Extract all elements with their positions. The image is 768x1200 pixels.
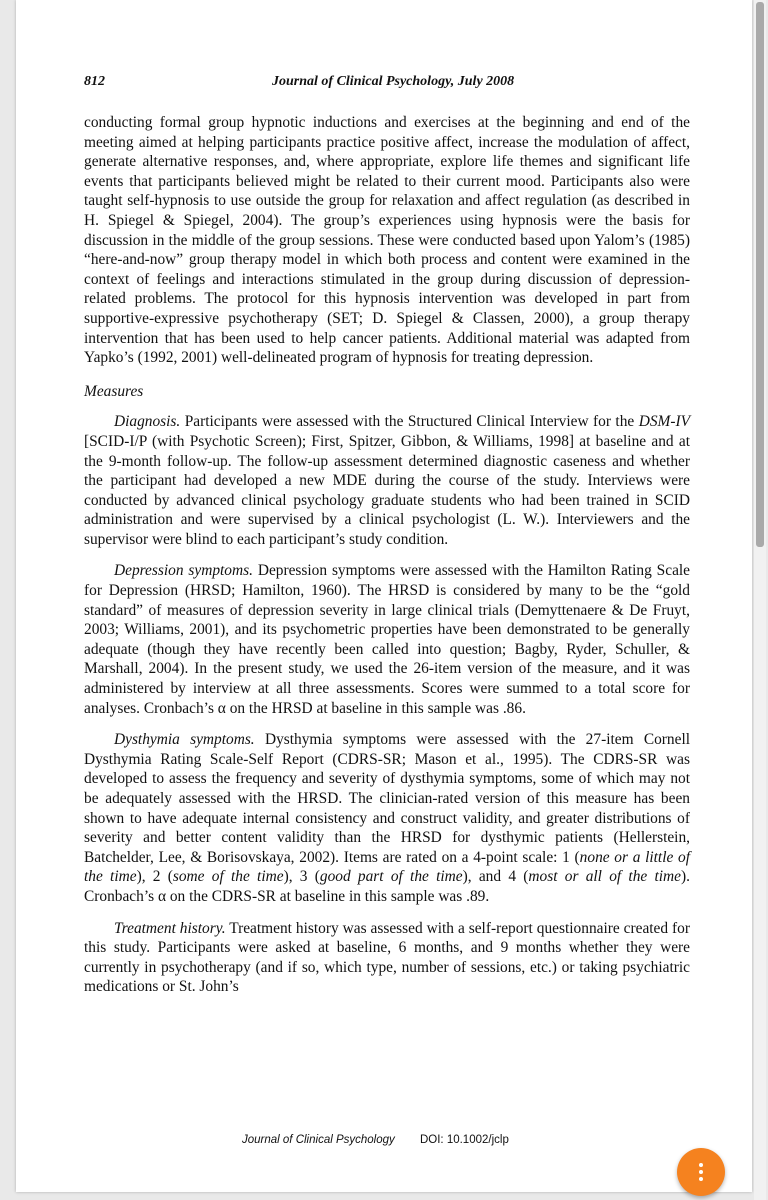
footer-journal: Journal of Clinical Psychology (242, 1134, 395, 1146)
page-header (84, 74, 694, 94)
dysthymia-text-a: Dysthymia symptoms were assessed with the 27-item Cornell Dysthymia Rating Scale-Self Report (CDRS-SR; Mason et al., 1995). The CDRS-SR was developed to assess the frequency and severity of dysthymia symptoms, some of which may not be adequately assessed with the HRSD. The clinician-rated version of this measure has been shown to have adequate internal consistency and construct validity, and greater distributions of severity and better content validity than the HRSD for dysthymic patients (Hellerstein, Batchelder, Lee, & Borisovskaya, 2002). Items are rated on a 4-point scale: 1 ( (84, 731, 691, 866)
section-heading-measures: Measures (84, 382, 144, 400)
running-title: Journal of Clinical Psychology, July 2008 (272, 74, 515, 89)
dysthymia-text-b: ), 2 ( (136, 868, 173, 886)
scale-label-3: good part of the time (319, 868, 463, 886)
paragraph-depression (84, 561, 690, 718)
scrollbar-thumb[interactable] (756, 2, 764, 547)
footer-doi: DOI: 10.1002/jclp (419, 1134, 509, 1146)
paragraph-dysthymia (84, 730, 690, 906)
diagnosis-text-a: Participants were assessed with the Structured Clinical Interview for the (180, 413, 639, 431)
article-body (84, 113, 690, 997)
more-vertical-icon (699, 1163, 703, 1181)
paragraph-treatment (84, 919, 690, 997)
more-options-button[interactable] (677, 1148, 725, 1196)
subheading-depression: Depression symptoms. (114, 562, 253, 580)
scale-label-4: most or all of the time (528, 868, 681, 886)
page-footer (242, 1134, 509, 1146)
subheading-treatment: Treatment history. (114, 919, 226, 937)
scale-label-1: none or a little of the time (84, 848, 690, 886)
intro-paragraph: conducting formal group hypnotic inductions and exercises at the beginning and end of the meeting aimed at helping participants practice positive affect, increase the modulation of affect, generate alternative responses, and, where appropriate, explore life themes and significant life events that participants believed might be related to their current mood. Participants also were taught self-hypnosis to use outside the group for relaxation and affect regulation (as described in H. Spiegel & Spiegel, 2004). The group’s experiences using hypnosis were the basis for discussion in the middle of the group sessions. These were conducted based upon Yalom’s (1985) “here-and-now” group therapy model in which both process and content were examined in the context of feelings and interactions stimulated in the group during discussion of depression-related problems. The protocol for this hypnosis intervention was developed in part from supportive-expressive psychotherapy (SET; D. Spiegel & Classen, 2000), a group therapy intervention that has been used to help cancer patients. Additional material was adapted from Yapko’s (1992, 2001) well-delineated program of hypnosis for treating depression. (84, 114, 690, 367)
paragraph-diagnosis (84, 412, 690, 549)
treatment-text: Treatment history was assessed with a self-report questionnaire created for this study. Participants were asked at baseline, 6 months, and 9 months whether they were currently in psychotherapy (and if so, which type, number of sessions, etc.) or taking psychiatric medications or St. John’s (84, 919, 690, 996)
dysthymia-text-e: ). Cronbach’s α on the CDRS-SR at baseline in this sample was .89. (84, 868, 690, 905)
dysthymia-text-c: ), 3 ( (283, 868, 320, 886)
diagnosis-text-b: [SCID-I/P (with Psychotic Screen); First, Spitzer, Gibbon, & Williams, 1998] at baseline and at the 9-month follow-up. The follow-up assessment determined diagnostic caseness and whether the participant had developed a new MDE during the course of the study. Interviews were conducted by advanced clinical psychology graduate students who had been trained in SCID administration and were supervised by a clinical psychologist (L. W.). Interviewers and the supervisor were blind to each participant’s study condition. (84, 432, 690, 548)
subheading-dysthymia: Dysthymia symptoms. (114, 731, 255, 749)
depression-text: Depression symptoms were assessed with the Hamilton Rating Scale for Depression (HRSD; Hamilton, 1960). The HRSD is considered by many to be the “gold standard” of measures of depression severity in large clinical trials (Demyttenaere & De Fruyt, 2003; Williams, 2001), and its psychometric properties have been demonstrated to be generally adequate (though they have recently been called into question; Bagby, Ryder, Schuller, & Marshall, 2004). In the present study, we used the 26-item version of the measure, and it was administered by interview at all three assessments. Scores were summed to a total score for analyses. Cronbach’s α on the HRSD at baseline in this sample was .86. (84, 562, 691, 717)
page-number: 812 (84, 74, 105, 89)
vertical-scrollbar[interactable] (754, 0, 766, 1200)
dysthymia-text-d: ), and 4 ( (462, 868, 529, 886)
dsm-term: DSM-IV (638, 413, 690, 431)
scale-label-2: some of the time (172, 868, 284, 886)
subheading-diagnosis: Diagnosis. (114, 413, 181, 431)
